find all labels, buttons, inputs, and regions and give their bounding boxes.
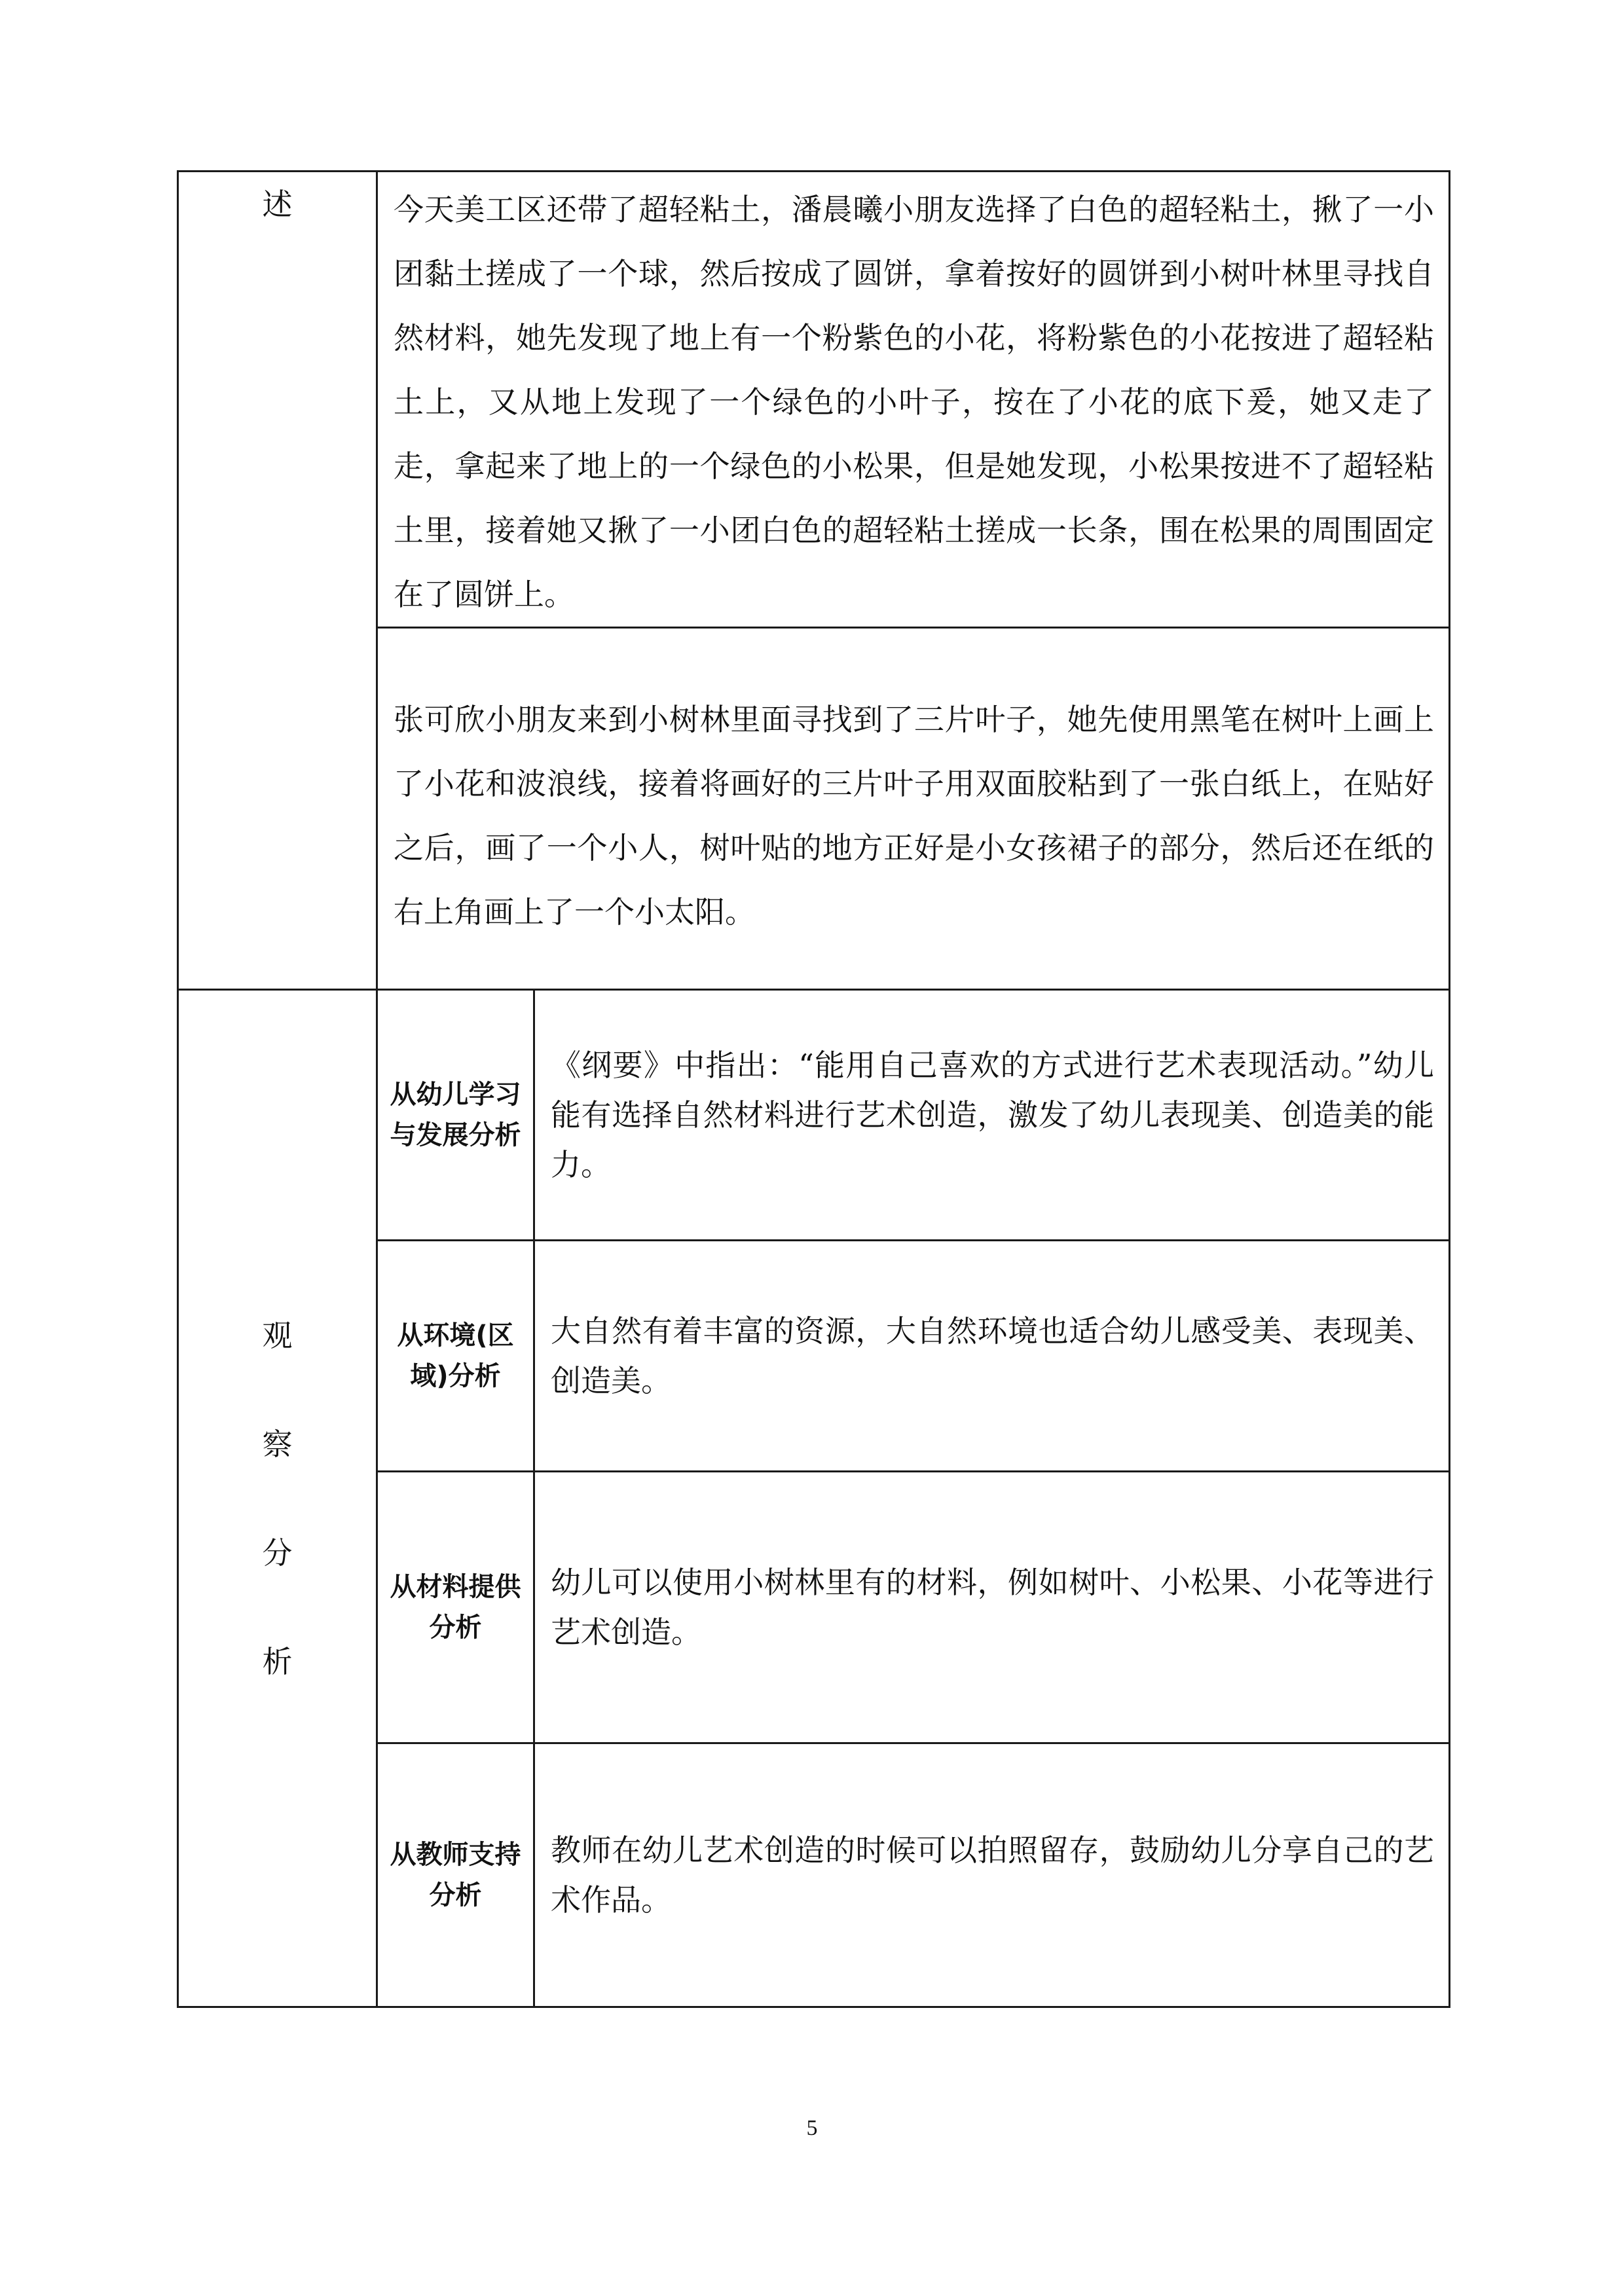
description-label-cell <box>178 172 377 990</box>
analysis-text-environment: 大自然有着丰富的资源，大自然环境也适合幼儿感受美、表现美、创造美。 <box>534 1241 1450 1472</box>
analysis-sublabel-development: 从幼儿学习与发展分析 <box>377 990 534 1241</box>
observation-record-table <box>177 170 1450 2008</box>
analysis-text-materials: 幼儿可以使用小树林里有的材料，例如树叶、小松果、小花等进行艺术创造。 <box>534 1472 1450 1743</box>
analysis-text-teacher: 教师在幼儿艺术创造的时候可以拍照留存，鼓励幼儿分享自己的艺术作品。 <box>534 1743 1450 2007</box>
observation-text-1: 今天美工区还带了超轻粘土，潘晨曦小朋友选择了白色的超轻粘土，揪了一小团黏土搓成了一个球，然后按成了圆饼，拿着按好的圆饼到小树叶林里寻找自然材料，她先发现了地上有一个粉紫色的小花，将粉紫色的小花按进了超轻粘土上，又从地上发现了一个绿色的小叶子，按在了小花的底下爰，她又走了走，拿起来了地上的一个绿色的小松果，但是她发现，小松果按进不了超轻粘土里，接着她又揪了一小团白色的超轻粘土搓成一长条，围在松果的周围固定在了圆饼上。 <box>377 172 1450 628</box>
analysis-sublabel-environment: 从环境(区域)分析 <box>377 1241 534 1472</box>
analysis-label-char: 分 <box>262 1535 293 1571</box>
analysis-sublabel-teacher: 从教师支持分析 <box>377 1743 534 2007</box>
analysis-sublabel-materials: 从材料提供分析 <box>377 1472 534 1743</box>
observation-row <box>178 172 1450 628</box>
analysis-label-char: 析 <box>262 1643 293 1679</box>
description-label: 述 <box>262 187 293 222</box>
analysis-label-cell <box>178 990 377 2007</box>
analysis-label-char: 观 <box>262 1317 293 1353</box>
observation-text-2: 张可欣小朋友来到小树林里面寻找到了三片叶子，她先使用黑笔在树叶上画上了小花和波浪线，接着将画好的三片叶子用双面胶粘到了一张白纸上，在贴好之后，画了一个小人，树叶贴的地方正好是小女孩裙子的部分，然后还在纸的右上角画上了一个小太阳。 <box>377 628 1450 990</box>
analysis-text-development: 《纲要》中指出：“能用自己喜欢的方式进行艺术表现活动。”幼儿能有选择自然材料进行艺术创造，激发了幼儿表现美、创造美的能力。 <box>534 990 1450 1241</box>
analysis-label-char: 察 <box>262 1426 293 1462</box>
analysis-row <box>178 990 1450 1241</box>
page-number: 5 <box>806 2116 818 2140</box>
